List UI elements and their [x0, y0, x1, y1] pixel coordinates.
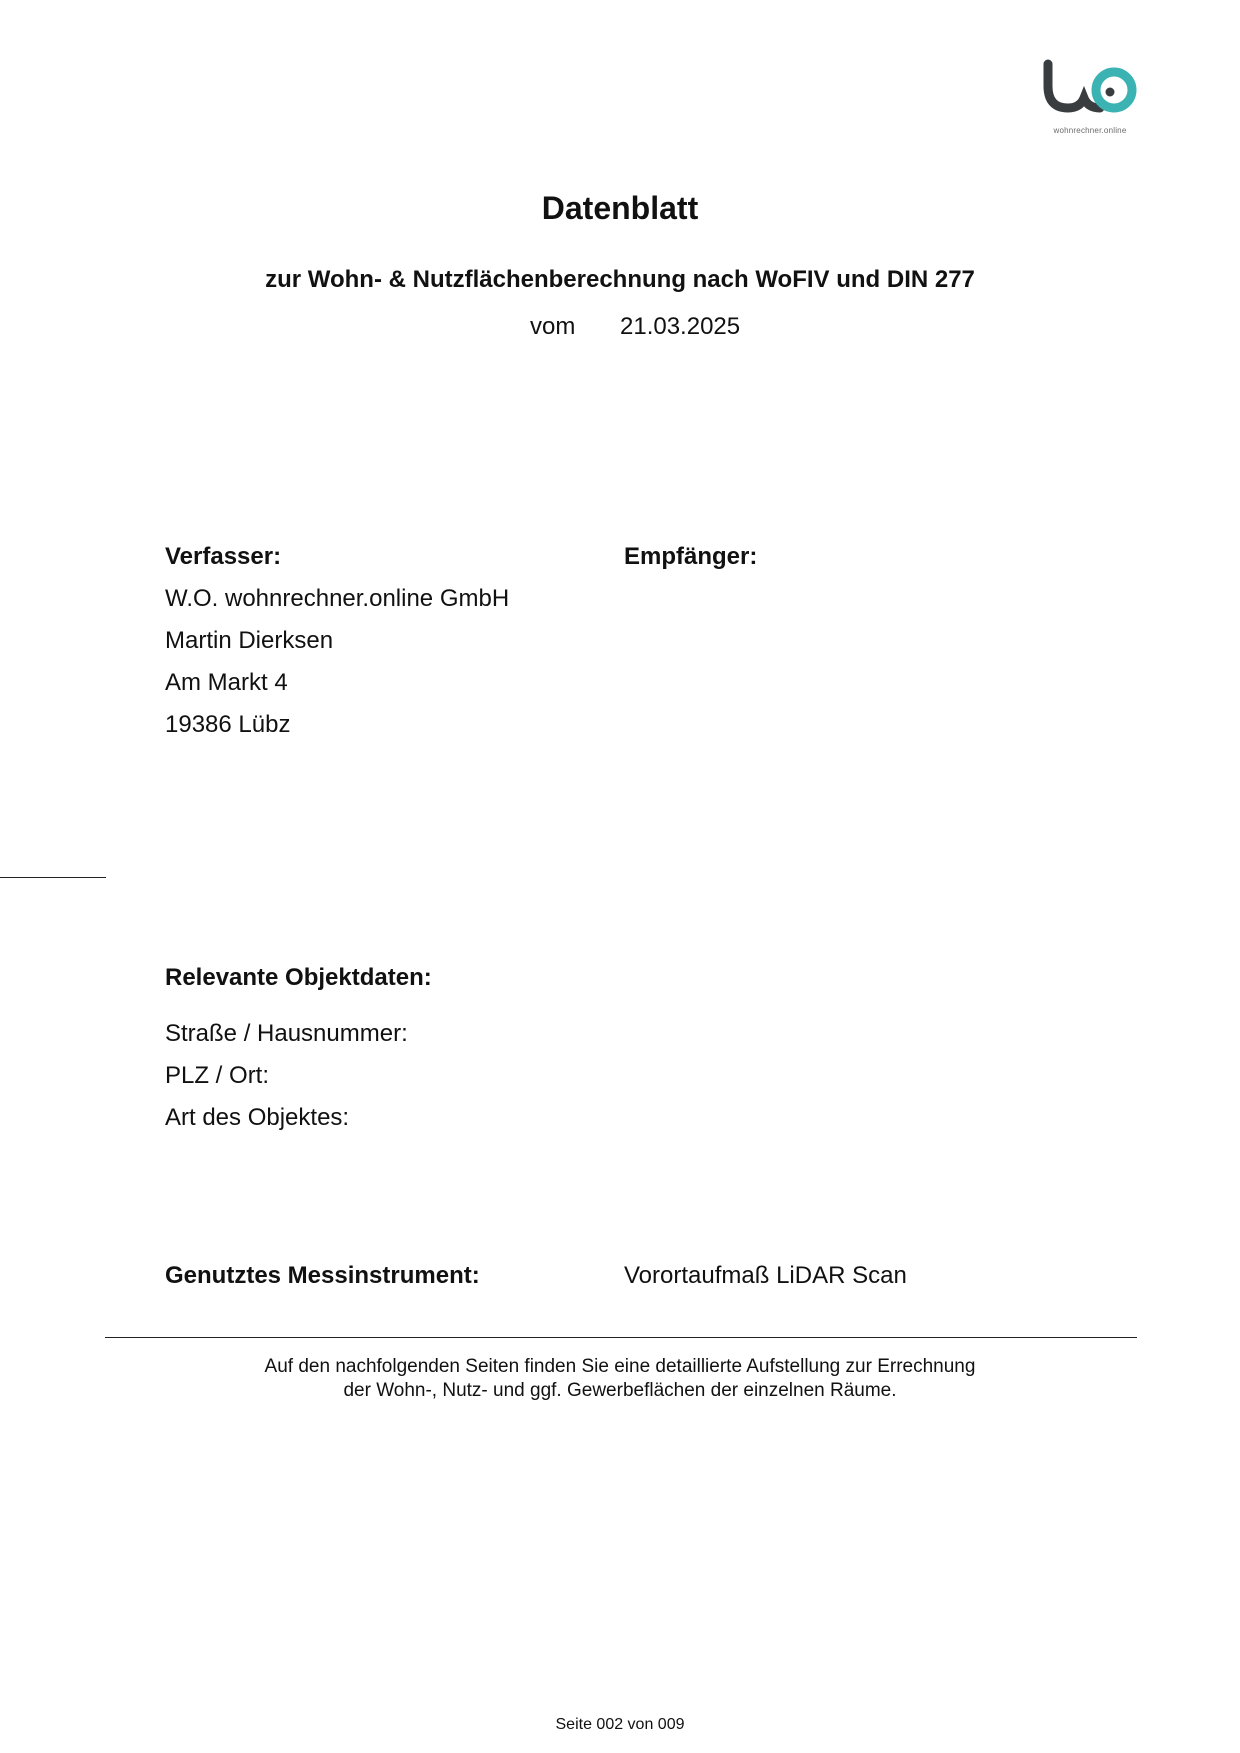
page-number: Seite 002 von 009: [555, 1716, 685, 1733]
logo-caption: wohnrechner.online: [1053, 126, 1127, 135]
page-title: Datenblatt: [541, 190, 699, 226]
object-heading: Relevante Objektdaten:: [165, 964, 432, 991]
wo-logo-icon: [1040, 56, 1140, 122]
instrument-value: Vorortaufmaß LiDAR Scan: [624, 1262, 907, 1289]
instrument-label: Genutztes Messinstrument:: [165, 1262, 480, 1289]
author-line: W.O. wohnrechner.online GmbH: [165, 585, 510, 612]
page-subtitle: zur Wohn- & Nutzflächenberechnung nach WoFIV und DIN 277: [265, 266, 975, 293]
info-note-line: der Wohn-, Nutz- und ggf. Gewerbeflächen der einzelnen Räume.: [343, 1380, 897, 1401]
author-line: Am Markt 4: [165, 669, 288, 696]
author-line: Martin Dierksen: [165, 627, 334, 654]
info-note-line: Auf den nachfolgenden Seiten finden Sie eine detaillierte Aufstellung zur Errechnung: [264, 1356, 976, 1377]
recipient-heading: Empfänger:: [624, 543, 758, 570]
date-label: vom: [530, 313, 576, 340]
object-field-street: Straße / Hausnummer:: [165, 1020, 408, 1047]
company-logo: [1040, 56, 1150, 140]
fold-mark: [0, 877, 106, 878]
author-heading: Verfasser:: [165, 543, 282, 570]
date-value: 21.03.2025: [620, 313, 741, 340]
info-note: [0, 1355, 1240, 1403]
divider: [105, 1337, 1137, 1338]
author-line: 19386 Lübz: [165, 711, 291, 738]
object-field-city: PLZ / Ort:: [165, 1062, 270, 1089]
object-field-type: Art des Objektes:: [165, 1104, 350, 1131]
